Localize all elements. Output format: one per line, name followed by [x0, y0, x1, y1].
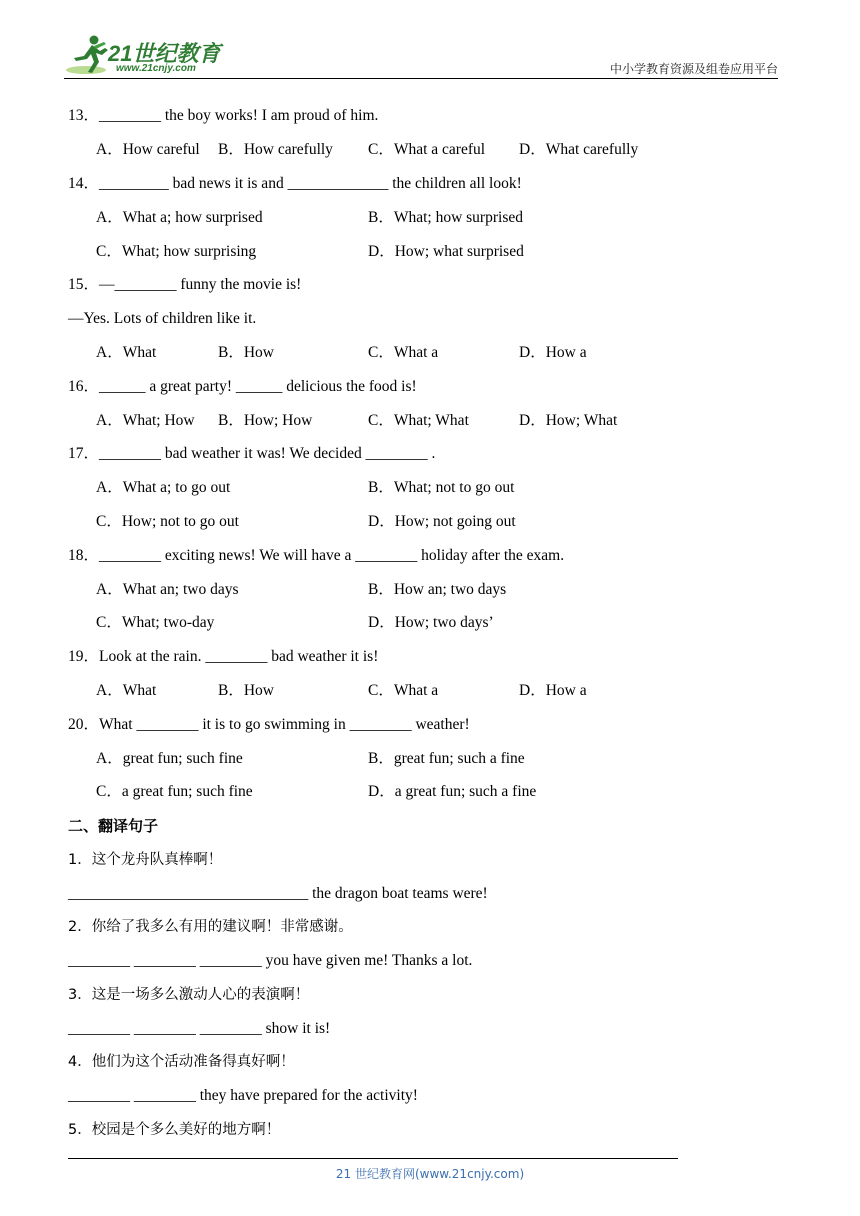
question-17-option-b: B．What; not to go out	[368, 479, 515, 496]
question-19-option-b: B．How	[218, 682, 274, 699]
footer-text: 21 世纪教育网(www.21cnjy.com)	[335, 1167, 525, 1181]
question-17-option-d: D．How; not going out	[368, 513, 516, 530]
translate-4-chinese: 4．他们为这个活动准备得真好啊！	[68, 1054, 295, 1070]
translate-1-chinese: 1．这个龙舟队真棒啊！	[68, 852, 223, 868]
question-15-stem: 15．—________ funny the movie is!	[68, 276, 302, 293]
question-20-option-a: A．great fun; such fine	[96, 750, 243, 767]
question-16-option-b: B．How; How	[218, 412, 313, 429]
translate-2-chinese: 2．你给了我多么有用的建议啊！非常感谢。	[68, 919, 353, 935]
question-20-option-d: D．a great fun; such a fine	[368, 783, 537, 800]
translate-5-chinese: 5．校园是个多么美好的地方啊！	[68, 1122, 281, 1138]
question-13-option-d: D．What carefully	[519, 141, 639, 158]
question-19-option-d: D．How a	[519, 682, 587, 699]
question-20-option-b: B．great fun; such a fine	[368, 750, 525, 767]
platform-title: 中小学教育资源及组卷应用平台	[609, 62, 778, 76]
question-15-option-c: C．What a	[368, 344, 439, 361]
translate-2-english: ________ ________ ________ you have given me! Thanks a lot.	[68, 952, 473, 969]
question-17-option-c: C．How; not to go out	[96, 513, 239, 530]
question-15-reply: —Yes. Lots of children like it.	[68, 310, 257, 327]
question-15-option-a: A．What	[96, 344, 157, 361]
question-14-stem: 14．_________ bad news it is and _____________ the children all look!	[68, 175, 522, 192]
question-19-stem: 19．Look at the rain. ________ bad weather it is!	[68, 648, 379, 665]
question-13-stem: 13．________ the boy works! I am proud of him.	[68, 107, 379, 124]
question-16-option-d: D．How; What	[519, 412, 618, 429]
question-14-option-b: B．What; how surprised	[368, 209, 523, 226]
question-14-option-a: A．What a; how surprised	[96, 209, 263, 226]
question-17-option-a: A．What a; to go out	[96, 479, 231, 496]
logo-text: 21世纪教育	[108, 41, 221, 66]
question-13-option-a: A．How careful	[96, 141, 200, 158]
footer-divider	[68, 1158, 678, 1159]
question-20-option-c: C．a great fun; such fine	[96, 783, 253, 800]
logo	[64, 32, 234, 78]
question-18-option-c: C．What; two-day	[96, 614, 215, 631]
question-16-option-c: C．What; What	[368, 412, 469, 429]
translate-3-english: ________ ________ ________ show it is!	[68, 1020, 331, 1037]
question-18-option-a: A．What an; two days	[96, 581, 239, 598]
translate-1-english: _______________________________ the dragon boat teams were!	[68, 885, 488, 902]
section-2-title: 二、翻译句子	[68, 817, 159, 835]
question-19-option-c: C．What a	[368, 682, 439, 699]
question-14-option-c: C．What; how surprising	[96, 243, 257, 260]
question-16-stem: 16．______ a great party! ______ delicious the food is!	[68, 378, 417, 395]
question-18-option-d: D．How; two days’	[368, 614, 494, 631]
logo-url: www.21cnjy.com	[116, 63, 196, 74]
question-13-option-b: B．How carefully	[218, 141, 333, 158]
question-13-option-c: C．What a careful	[368, 141, 486, 158]
question-19-option-a: A．What	[96, 682, 157, 699]
question-15-option-d: D．How a	[519, 344, 587, 361]
question-18-option-b: B．How an; two days	[368, 581, 507, 598]
translate-3-chinese: 3．这是一场多么激动人心的表演啊！	[68, 987, 310, 1003]
header-divider	[64, 78, 778, 79]
page-header	[64, 32, 778, 78]
question-18-stem: 18．________ exciting news! We will have a ________ holiday after the exam.	[68, 547, 565, 564]
question-16-option-a: A．What; How	[96, 412, 195, 429]
translate-4-english: ________ ________ they have prepared for the activity!	[68, 1087, 418, 1104]
question-20-stem: 20．What ________ it is to go swimming in ________ weather!	[68, 716, 470, 733]
question-14-option-d: D．How; what surprised	[368, 243, 524, 260]
question-17-stem: 17．________ bad weather it was! We decided ________ .	[68, 445, 436, 462]
question-15-option-b: B．How	[218, 344, 274, 361]
